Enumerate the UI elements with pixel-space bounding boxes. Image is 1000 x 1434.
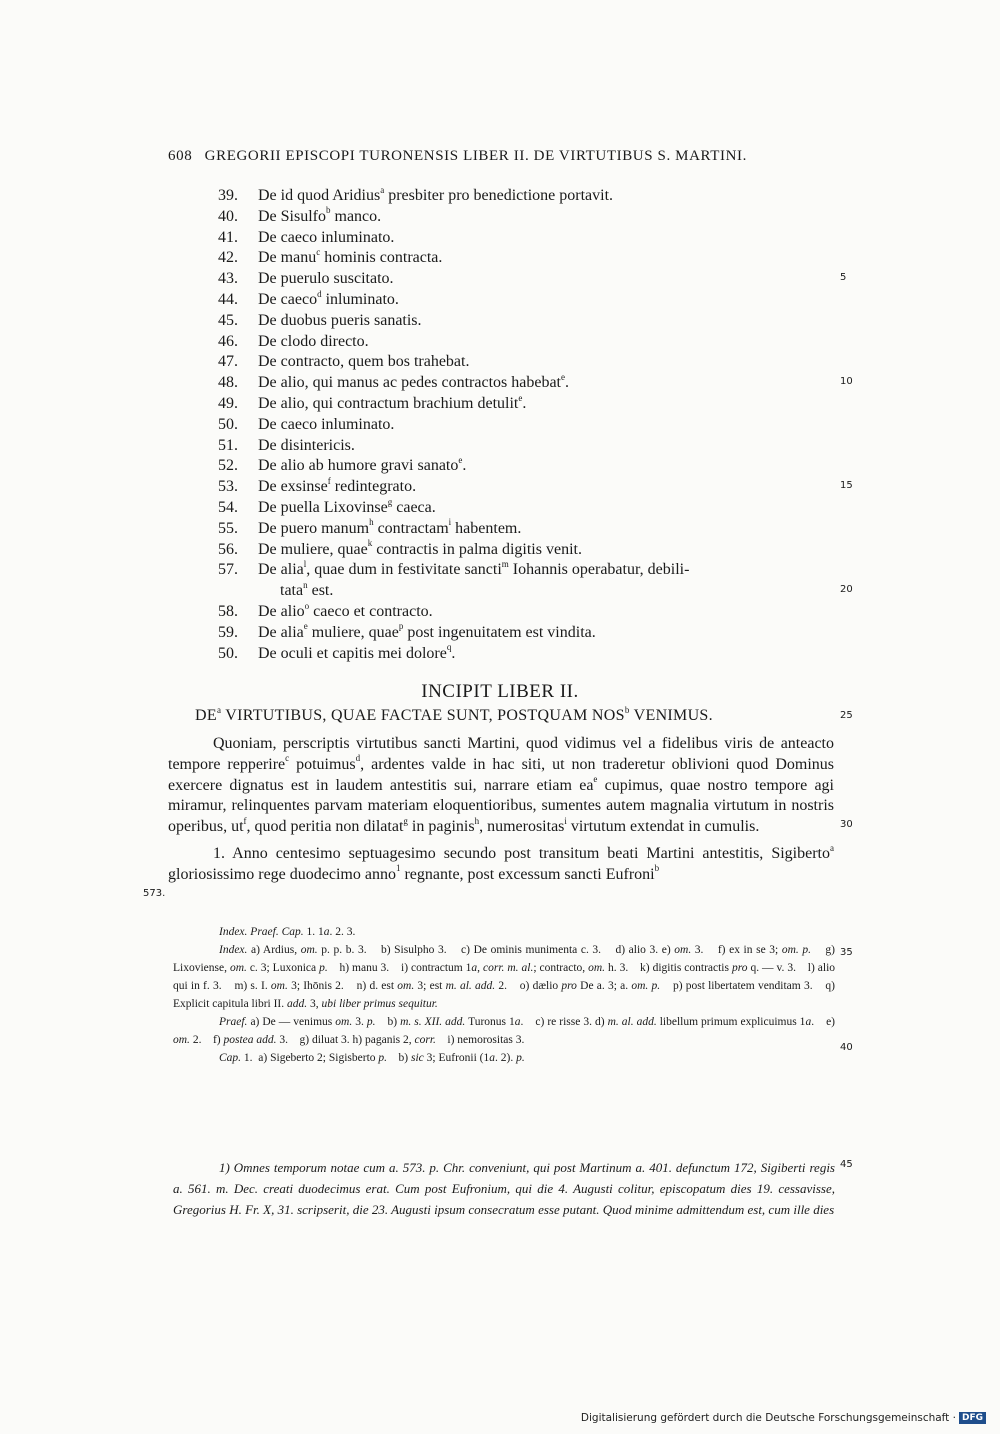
digitization-credit	[581, 1412, 986, 1424]
line-number: 40	[840, 1042, 853, 1053]
line-number: 45	[840, 1159, 853, 1170]
toc-number: 58.	[218, 602, 238, 620]
toc-title: De exsinse$^f$ redintegrato.	[258, 475, 417, 496]
toc-number: 41.	[218, 228, 238, 246]
line-number: 25	[840, 710, 853, 721]
toc-title: De puero manum$^h$ contractam$^i$ habentem.	[258, 517, 522, 537]
toc-item	[218, 477, 838, 498]
toc-number: 44.	[218, 290, 238, 308]
margin-year: 573.	[143, 888, 166, 899]
toc-item	[218, 498, 838, 519]
critical-apparatus	[173, 923, 835, 1067]
running-title: GREGORII EPISCOPI TURONENSIS LIBER II. DE VIRTUTIBUS S. MARTINI.	[204, 148, 747, 164]
toc-number: 52.	[218, 457, 238, 475]
toc-number: 39.	[218, 187, 238, 204]
toc-item	[218, 311, 838, 332]
digitization-text: Digitalisierung gefördert durch die Deutsche Forschungsgemeinschaft ·	[580, 1412, 956, 1424]
toc-title: De clodo directo.	[258, 332, 369, 350]
line-number: 5	[840, 272, 847, 283]
toc-title: De alia$^l$, quae dum in festivitate sancti$^m$ Iohannis operabatur, debili- tata$^n$ est.	[258, 559, 690, 600]
toc-number: 47.	[218, 353, 238, 371]
toc-title: De contracto, quem bos trahebat.	[258, 353, 470, 371]
apparatus-note: Praef. a) De — venimus om. 3. p. b) m. s. XII. add. Turonus 1a. c) re risse 3. d) m. al. add. libellum primum explicuimus 1a. e) om. 2. f) postea add. 3. g) diluat 3. h) paganis 2, corr. i) nemorositas 3.	[173, 1016, 836, 1046]
toc-item	[218, 519, 838, 540]
toc-item	[218, 186, 838, 207]
toc-number: 50.	[218, 415, 238, 433]
toc-title: De disintericis.	[258, 436, 355, 454]
toc-number: 50.	[218, 644, 238, 662]
line-number: 35	[840, 947, 853, 958]
toc-number: 40.	[218, 207, 238, 225]
chapter-index	[218, 186, 838, 664]
toc-number: 42.	[218, 249, 238, 267]
toc-title: De alia$^e$ muliere, quae$^p$ post ingenuitatem est vindita.	[258, 621, 596, 641]
toc-item	[218, 332, 838, 353]
toc-title: De duobus pueris sanatis.	[258, 311, 422, 329]
toc-item	[218, 269, 838, 290]
toc-title: De caeco$^d$ inluminato.	[258, 288, 399, 308]
toc-item	[218, 352, 838, 373]
toc-item	[218, 290, 838, 311]
toc-number: 56.	[218, 540, 238, 558]
apparatus-note: Index. Praef. Cap. 1. 1a. 2. 3.	[219, 926, 356, 938]
toc-title: De puerulo suscitato.	[258, 270, 394, 288]
footnote-text: 1) Omnes temporum notae cum a. 573. p. Chr. conveniunt, qui post Martinum a. 401. defunctum 172, Sigiberti regis a. 561. m. Dec. creati duodecimus erat. Cum post Eufronium, qui die 4. Augusti colitur, episcopatum dies 19. cessavisse, Gregorius H. Fr. X, 31. scripserit, die 23. Augusti ipsum consecratum esse putant. Quod minime admittendum est, cum ille dies	[173, 1160, 835, 1217]
line-number: 30	[840, 819, 853, 830]
toc-number: 55.	[218, 519, 238, 537]
book-title: INCIPIT LIBER II.	[421, 681, 579, 702]
line-number: 15	[840, 480, 853, 491]
footnote	[173, 1157, 835, 1220]
toc-title: De id quod Aridius$^a$ presbiter pro benedictione portavit.	[258, 184, 614, 204]
toc-title: De manu$^c$ hominis contracta.	[258, 247, 443, 267]
toc-title: De muliere, quae$^k$ contractis in palma digitis venit.	[258, 538, 582, 558]
toc-title: De alio, qui contractum brachium detulit$^e$.	[258, 392, 527, 412]
toc-item	[218, 560, 838, 602]
toc-title: De alio$^o$ caeco et contracto.	[258, 600, 433, 620]
toc-item	[218, 248, 838, 269]
toc-number: 57.	[218, 561, 238, 579]
toc-number: 59.	[218, 623, 238, 641]
toc-item	[218, 228, 838, 249]
dfg-logo: DFG	[959, 1412, 986, 1424]
apparatus-note: Index. a) Ardius, om. p. p. b. 3. b) Sisulpho 3. c) De ominis munimenta c. 3. d) alio 3. e) om. 3. f) ex in se 3; om. p. g) Lixoviense, om. c. 3; Luxonica p. h) manu 3. i) contractum 1a, corr. m. al.; contracto, om. h. 3. k) digitis contractis pro q. — v. 3. l) alio qui in f. 3. m) s. I. om. 3; Ihōnis 2. n) d. est om. 3; est m. al. add. 2. o) dælio pro De a. 3; a. om. p. p) post libertatem venditam 3. q) Explicit capitula libri II. add. 3, ubi liber primus sequitur.	[173, 944, 836, 1010]
toc-number: 53.	[218, 478, 238, 496]
toc-item	[218, 623, 838, 644]
toc-title: De Sisulfo$^b$ manco.	[258, 205, 382, 225]
toc-title: De caeco inluminato.	[258, 228, 395, 246]
toc-item	[218, 415, 838, 436]
line-number: 10	[840, 376, 853, 387]
toc-title: De alio, qui manus ac pedes contractos habebat$^e$.	[258, 371, 569, 392]
toc-title: De caeco inluminato.	[258, 415, 395, 433]
toc-number: 45.	[218, 311, 238, 329]
running-header	[168, 148, 818, 165]
toc-item	[218, 540, 838, 561]
toc-number: 46.	[218, 332, 238, 350]
toc-item	[218, 207, 838, 228]
toc-item	[218, 456, 838, 477]
toc-item	[218, 373, 838, 394]
preface-paragraph: Quoniam, perscriptis virtutibus sancti Martini, quod vidimus vel a fidelibus viris de anteacto tempore repperire$^c$ potuimus$^d$, ardentes valde in hac siti, ut non traderetur oblivioni quod Dominus exercere dignatus est in laudem antestitis sui, narrare etiam $ea^e$ cupimus, quae nostro tempore agi miramur, relinquentes parvam materiam eloquentioribus, sumentes autem magnalia virtutum in nostris operibus, $ut^f$, quod peritia non dilatat$^g$ in paginis$^h$, numerositas$^i$ virtutum extendat in cumulis.	[168, 735, 835, 836]
toc-item	[218, 602, 838, 623]
toc-number: 48.	[218, 374, 238, 392]
toc-title: De puella Lixovinse$^g$ caeca.	[258, 496, 436, 516]
toc-number: 51.	[218, 436, 238, 454]
book-subtitle: $DE^a$ VIRTUTIBUS, QUAE FACTAE SUNT, POSTQUAM NOS$^b$ VENIMUS.	[195, 704, 713, 724]
apparatus-note: Cap. 1. a) Sigeberto 2; Sigisberto p. b) sic 3; Eufronii (1a. 2). p.	[219, 1052, 525, 1064]
chapter-1-paragraph: 1. Anno centesimo septuagesimo secundo post transitum beati Martini antestitis, Sigiberto$^a$ gloriosissimo rege duodecimo anno$^1$ regnante, post excessum sancti Eufroni$^b$	[168, 842, 834, 883]
toc-item	[218, 644, 838, 665]
toc-number: 54.	[218, 498, 238, 516]
toc-number: 49.	[218, 394, 238, 412]
toc-title: De alio ab humore gravi sanato$^e$.	[258, 455, 467, 475]
page-number: 608	[168, 148, 193, 164]
line-number: 20	[840, 584, 853, 595]
toc-number: 43.	[218, 270, 238, 288]
toc-title: De oculi et capitis mei dolore$^q$.	[258, 642, 456, 662]
toc-item	[218, 394, 838, 415]
main-text	[168, 734, 834, 886]
toc-item	[218, 436, 838, 457]
